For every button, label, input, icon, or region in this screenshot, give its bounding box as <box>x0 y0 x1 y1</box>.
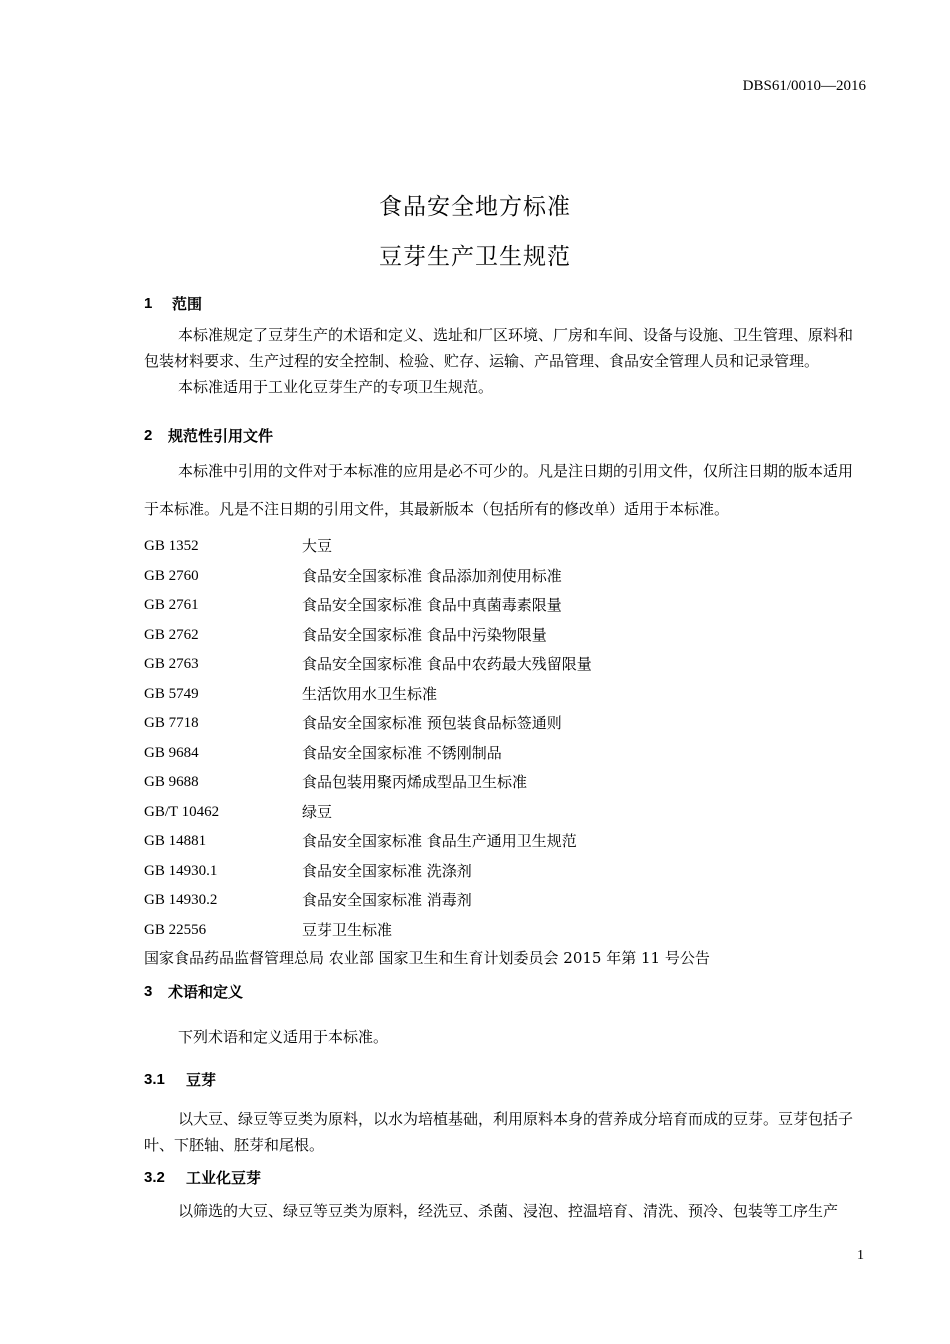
reference-row <box>144 798 865 828</box>
reference-code: GB 9684 <box>144 744 199 761</box>
section-3-1-heading <box>144 1068 865 1092</box>
reference-row <box>144 621 865 651</box>
section-2-heading <box>144 424 865 448</box>
section-number: 2 <box>144 427 153 444</box>
reference-notice: 国家食品药品监督管理总局 农业部 国家卫生和生育计划委员会 2015 年第 11 号公告 <box>144 949 710 967</box>
section-3-heading <box>144 980 865 1004</box>
reference-row <box>144 886 865 916</box>
reference-row <box>144 680 865 710</box>
reference-code: GB 14930.2 <box>144 892 218 908</box>
paragraph: 下列术语和定义适用于本标准。 <box>178 1028 389 1046</box>
reference-code: GB 2763 <box>144 656 199 672</box>
document-title: 食品安全地方标准 <box>379 194 571 220</box>
reference-title: 食品安全国家标准 食品生产通用卫生规范 <box>302 832 577 850</box>
paragraph: 以大豆、绿豆等豆类为原料，以水为培植基础，利用原料本身的营养成分培育而成的豆芽。豆芽包括子叶、下胚轴、胚芽和尾根。 <box>144 1110 854 1154</box>
page-number: 1 <box>857 1248 864 1263</box>
reference-row <box>144 768 865 798</box>
reference-title: 食品安全国家标准 食品添加剂使用标准 <box>302 566 562 585</box>
standard-code: DBS61/0010—2016 <box>742 78 866 94</box>
reference-code: GB 14930.1 <box>144 862 218 879</box>
reference-row <box>144 709 865 739</box>
section-title: 豆芽 <box>186 1071 217 1089</box>
section-2 <box>144 424 865 971</box>
reference-title: 绿豆 <box>302 802 333 821</box>
reference-code: GB 2760 <box>144 567 199 584</box>
reference-title: 食品包装用聚丙烯成型品卫生标准 <box>302 773 528 791</box>
reference-code: GB/T 10462 <box>144 803 220 820</box>
reference-row <box>144 827 865 857</box>
section-title: 规范性引用文件 <box>168 427 274 445</box>
section-1-heading <box>144 292 865 316</box>
reference-code: GB 14881 <box>144 833 207 849</box>
reference-code: GB 9688 <box>144 774 199 790</box>
paragraph: 本标准规定了豆芽生产的术语和定义、选址和厂区环境、厂房和车间、设备与设施、卫生管理、原料和包装材料要求、生产过程的安全控制、检验、贮存、运输、产品管理、食品安全管理人员和记录管理。 <box>144 326 854 370</box>
section-title: 工业化豆芽 <box>186 1169 262 1187</box>
paragraph: 本标准适用于工业化豆芽生产的专项卫生规范。 <box>178 378 494 396</box>
document-subtitle: 豆芽生产卫生规范 <box>379 244 571 270</box>
paragraph: 以筛选的大豆、绿豆等豆类为原料，经洗豆、杀菌、浸泡、控温培育、清洗、预冷、包装等工序生产 <box>178 1202 839 1220</box>
reference-code: GB 2761 <box>144 597 199 613</box>
paragraph: 本标准中引用的文件对于本标准的应用是必不可少的。凡是注日期的引用文件，仅所注日期的版本适用于本标准。凡是不注日期的引用文件，其最新版本（包括所有的修改单）适用于本标准。 <box>144 462 854 518</box>
reference-title: 食品安全国家标准 消毒剂 <box>302 891 472 909</box>
section-3 <box>144 980 865 1224</box>
reference-title: 食品安全国家标准 不锈刚制品 <box>302 743 502 762</box>
reference-row <box>144 532 865 562</box>
section-title: 范围 <box>172 295 203 313</box>
reference-title: 食品安全国家标准 食品中真菌毒素限量 <box>302 596 562 614</box>
reference-code: GB 5749 <box>144 685 199 702</box>
reference-title: 食品安全国家标准 食品中农药最大残留限量 <box>302 655 592 673</box>
reference-title: 食品安全国家标准 食品中污染物限量 <box>302 625 547 644</box>
reference-title: 豆芽卫生标准 <box>302 920 393 939</box>
reference-row <box>144 857 865 887</box>
section-title: 术语和定义 <box>168 983 244 1001</box>
reference-row <box>144 916 865 946</box>
section-number: 3 <box>144 983 153 1000</box>
reference-title: 食品安全国家标准 预包装食品标签通则 <box>302 714 562 732</box>
reference-title: 大豆 <box>302 537 333 555</box>
reference-list <box>144 532 865 945</box>
reference-code: GB 2762 <box>144 626 199 643</box>
reference-title: 生活饮用水卫生标准 <box>302 684 438 703</box>
reference-row <box>144 739 865 769</box>
reference-row <box>144 650 865 680</box>
section-1 <box>144 292 865 400</box>
reference-title: 食品安全国家标准 洗涤剂 <box>302 861 472 880</box>
section-number: 1 <box>144 295 153 312</box>
reference-code: GB 1352 <box>144 538 199 554</box>
section-number: 3.1 <box>144 1071 165 1088</box>
reference-code: GB 22556 <box>144 921 207 938</box>
reference-row <box>144 591 865 621</box>
section-number: 3.2 <box>144 1169 165 1186</box>
section-3-2-heading <box>144 1166 865 1190</box>
reference-row <box>144 562 865 592</box>
reference-code: GB 7718 <box>144 715 199 731</box>
